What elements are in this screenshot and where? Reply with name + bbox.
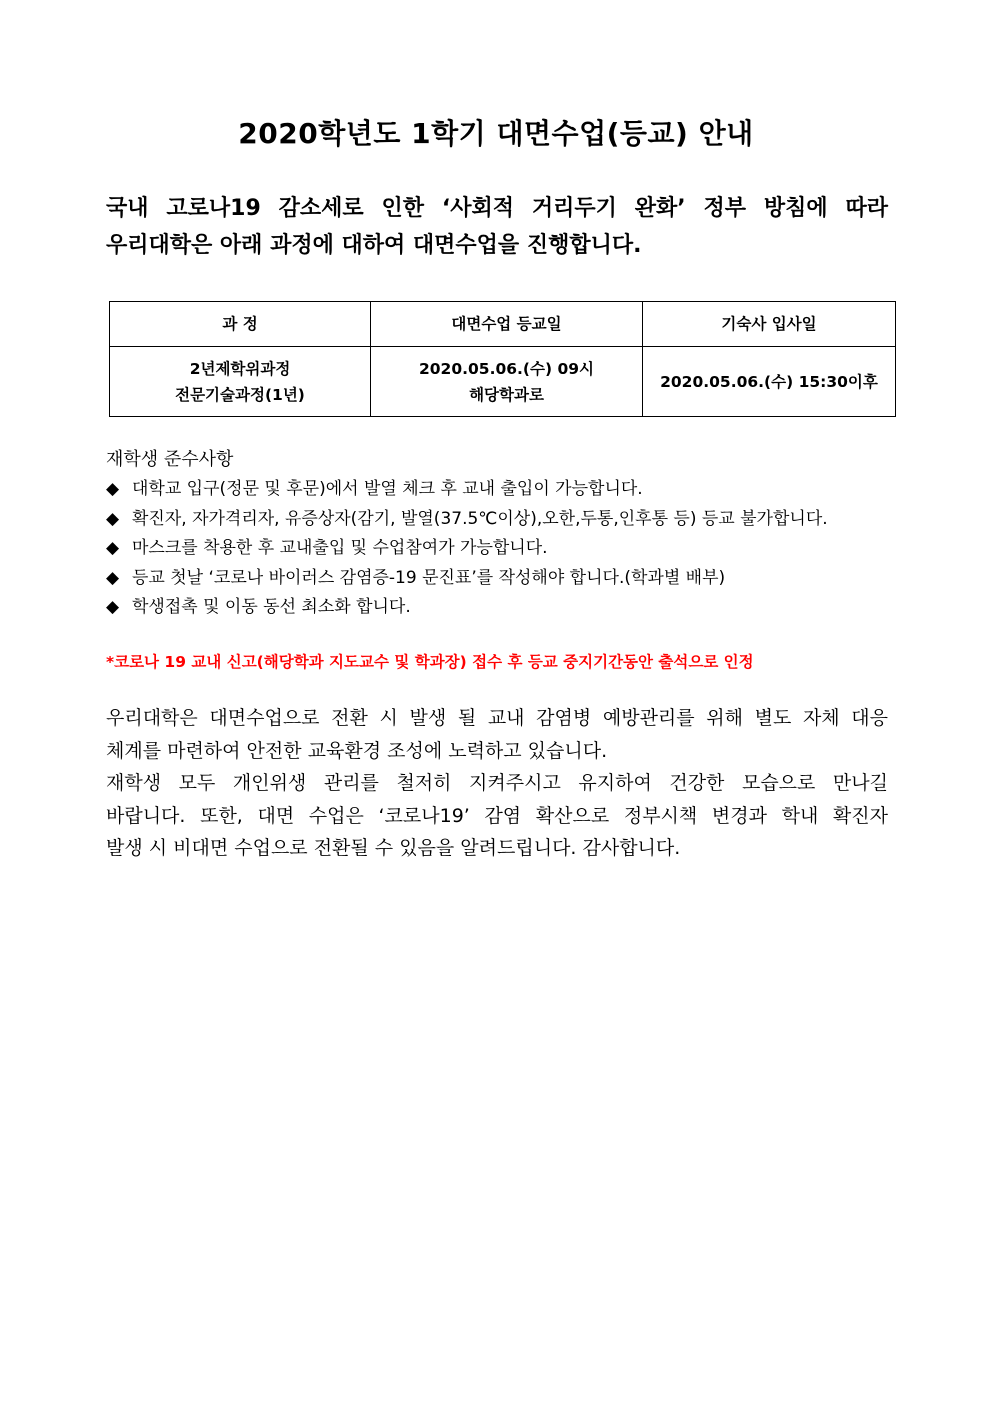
document-title: 2020학년도 1학기 대면수업(등교) 안내 [238,117,754,150]
rule-text: 등교 첫날 ‘코로나 바이러스 감염증-19 문진표’를 작성해야 합니다.(학과별 배부) [132,567,726,588]
list-item [106,505,906,535]
list-item [106,475,906,505]
closing-line: 바랍니다. 또한, 대면 수업은 ‘코로나19’ 감염 확산으로 정부시책 변경과 학내 확진자 [106,804,888,827]
header-course: 과 정 [110,302,371,347]
attendance-notice: *코로나 19 교내 신고(해당학과 지도교수 및 학과장) 접수 후 등교 중지기간동안 출석으로 인정 [106,653,754,671]
diamond-bullet-icon: ◆ [106,508,120,529]
intro-line: 국내 고로나19 감소세로 인한 ‘사회적 거리두기 완화’ 정부 방침에 따라 [106,196,888,221]
diamond-bullet-icon: ◆ [106,479,120,499]
table-row [110,347,896,417]
closing-line: 재학생 모두 개인위생 관리를 철저히 지켜주시고 유지하여 건강한 모습으로 만나길 [106,772,888,794]
header-dorm-date: 기숙사 입사일 [643,302,896,347]
rule-text: 마스크를 착용한 후 교내출입 및 수업참여가 가능합니다. [132,538,548,558]
cell-dorm-date: 2020.05.06.(수) 15:30이후 [643,347,896,417]
rules-heading: 재학생 준수사항 [106,449,234,470]
list-item [106,534,906,564]
diamond-bullet-icon: ◆ [106,567,120,588]
closing-line: 체계를 마련하여 안전한 교육환경 조성에 노력하고 있습니다. [106,739,608,762]
rules-list [106,475,906,623]
list-item [106,564,906,594]
rule-text: 학생접촉 및 이동 동선 최소화 합니다. [132,597,411,617]
diamond-bullet-icon: ◆ [106,597,120,617]
intro-paragraph [106,190,888,264]
rule-text: 확진자, 자가격리자, 유증상자(감기, 발열(37.5℃이상),오한,두통,인후통 등) 등교 불가합니다. [132,508,828,529]
diamond-bullet-icon: ◆ [106,538,120,558]
schedule-table [109,301,896,417]
list-item [106,593,906,623]
closing-line: 우리대학은 대면수업으로 전환 시 발생 될 교내 감염병 예방관리를 위해 별도 자체 대응 [106,707,888,729]
closing-line: 발생 시 비대면 수업으로 전환될 수 있음을 알려드립니다. 감사합니다. [106,837,681,859]
rule-text: 대학교 입구(정문 및 후문)에서 발열 체크 후 교내 출입이 가능합니다. [132,479,643,499]
class-date-line: 2020.05.06.(수) 09시 [418,359,595,378]
course-line: 전문기술과정(1년) [175,385,305,404]
header-class-date: 대면수업 등교일 [371,302,643,347]
class-date-line: 해당학과로 [469,385,544,404]
course-line: 2년제학위과정 [189,359,291,378]
cell-course [110,347,371,417]
cell-class-date [371,347,643,417]
table-header-row [110,302,896,347]
closing-paragraph [106,702,888,865]
intro-line: 우리대학은 아래 과정에 대하여 대면수업을 진행합니다. [106,233,642,258]
